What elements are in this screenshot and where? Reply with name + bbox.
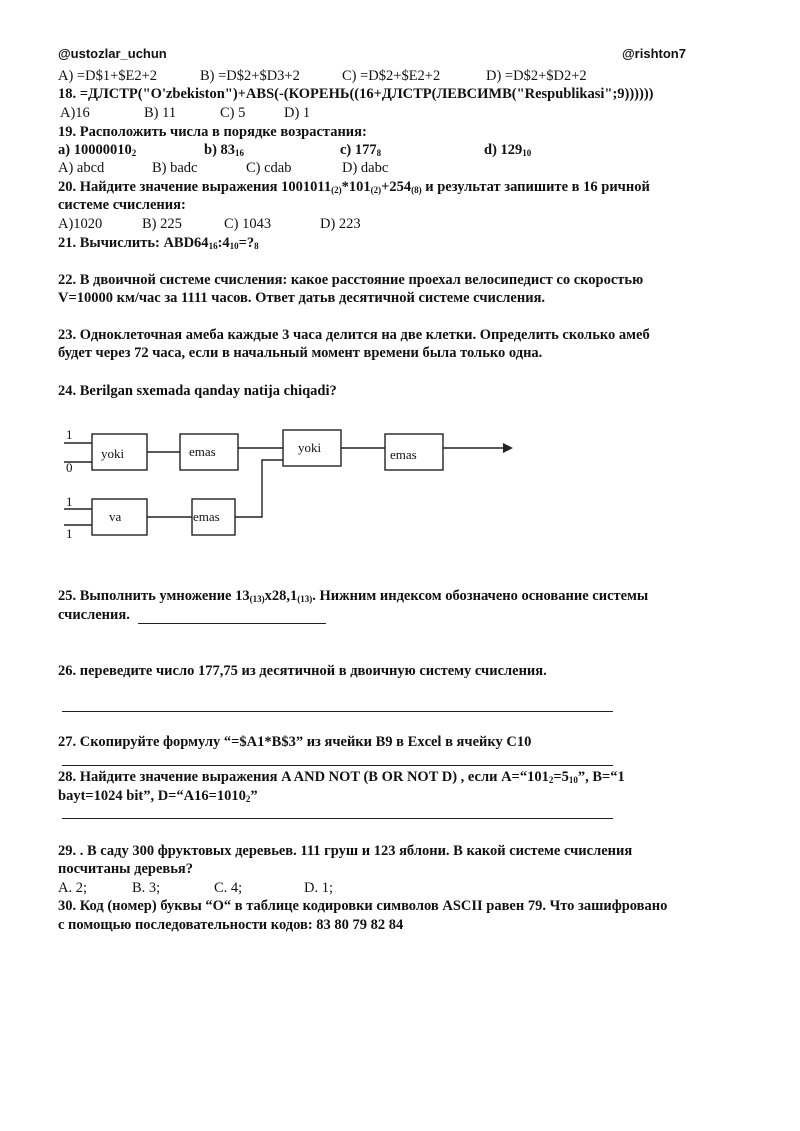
q20-option-c: C) 1043 bbox=[224, 216, 272, 232]
q17-option-c: C) =D$2+$E2+2 bbox=[342, 68, 441, 84]
q29-option-a: A. 2; bbox=[58, 880, 87, 896]
q23-question: 23. Одноклеточная амеба каждые 3 часа делится на две клетки. Определить сколько амеб bbox=[58, 327, 650, 343]
q26-question: 26. переведите число 177,75 из десятичной в двоичную систему счисления. bbox=[58, 663, 547, 679]
q18-option-d: D) 1 bbox=[284, 105, 311, 121]
q18-option-b: B) 11 bbox=[144, 105, 177, 121]
q18-question: 18. =ДЛСТР("O'zbekiston")+ABS(-(КОРЕНЬ((16+ДЛСТР(ЛЕВСИМВ("Respublikasi";9)))))) bbox=[58, 86, 654, 102]
input-label-4: 1 bbox=[66, 526, 73, 541]
q20-question: 20. Найдите значение выражения $1001011_{(2)}*101_{(2)}+254_{(8)}$ и результат запишите в 16 ричной bbox=[58, 179, 650, 195]
input-label-1: 1 bbox=[66, 427, 73, 442]
gate-label-va: va bbox=[109, 509, 122, 524]
q29-option-d: D. 1; bbox=[304, 880, 333, 896]
q22-question: 22. В двоичной системе счисления: какое расстояние проехал велосипедист со скоростью bbox=[58, 272, 644, 288]
q21-question: 21. Вычислить: $ABD64_{16}:4_{10}=?_8$ bbox=[58, 235, 259, 251]
q29-question: 29. . В саду 300 фруктовых деревьев. 111 груш и 123 яблони. В какой системе счисления bbox=[58, 843, 633, 859]
q28-answer-line[interactable] bbox=[62, 818, 613, 819]
gate-label-emas-2: emas bbox=[193, 509, 220, 524]
gate-label-yoki-2: yoki bbox=[298, 440, 322, 455]
q25-question-line2: счисления. bbox=[58, 607, 130, 623]
q19-option-d: D) dabc bbox=[342, 160, 389, 176]
gate-label-yoki-1: yoki bbox=[101, 446, 125, 461]
q19-item-b: b) $83_{16}$ bbox=[204, 142, 245, 158]
q27-answer-line[interactable] bbox=[62, 765, 613, 766]
q29-option-c: C. 4; bbox=[214, 880, 243, 896]
q19-item-c: c) $177_8$ bbox=[340, 142, 382, 158]
gate-label-emas-3: emas bbox=[390, 447, 417, 462]
header-left: @ustozlar_uchun bbox=[58, 46, 167, 61]
q20-question-line2: системе счисления: bbox=[58, 197, 186, 213]
q17-option-d: D) =D$2+$D2+2 bbox=[486, 68, 587, 84]
q18-option-a: A)16 bbox=[60, 105, 90, 121]
q26-answer-line[interactable] bbox=[62, 711, 613, 712]
q19-option-b: B) badc bbox=[152, 160, 198, 176]
input-label-2: 0 bbox=[66, 460, 73, 475]
q24-question: 24. Berilgan sxemada qanday natija chiqadi? bbox=[58, 383, 337, 399]
q20-option-d: D) 223 bbox=[320, 216, 361, 232]
q22-question-line2: V=10000 км/час за 1111 часов. Ответ датьв десятичной системе счисления. bbox=[58, 290, 546, 306]
q19-item-d: d) $129_{10}$ bbox=[484, 142, 532, 158]
q27-question: 27. Скопируйте формулу “=$A1*B$3” из ячейки B9 в Excel в ячейку C10 bbox=[58, 734, 532, 750]
q30-question: 30. Код (номер) буквы “O“ в таблице кодировки символов ASCII равен 79. Что зашифровано bbox=[58, 898, 668, 914]
q19-option-a: A) abcd bbox=[58, 160, 105, 176]
q18-option-c: C) 5 bbox=[220, 105, 246, 121]
q23-question-line2: будет через 72 часа, если в начальный момент времени была только одна. bbox=[58, 345, 543, 361]
q30-question-line2: с помощью последовательности кодов: 83 80 79 82 84 bbox=[58, 917, 404, 933]
q17-option-b: B) =D$2+$D3+2 bbox=[200, 68, 300, 84]
q25-question: 25. Выполнить умножение $13_{(13)}x28,1_{(13)}$. Нижним индексом обозначено основание системы bbox=[58, 588, 649, 604]
input-label-3: 1 bbox=[66, 494, 73, 509]
q19-item-a: a) $10000010_2$ bbox=[58, 142, 137, 158]
q29-option-b: B. 3; bbox=[132, 880, 161, 896]
q20-option-b: B) 225 bbox=[142, 216, 182, 232]
q19-option-c: C) cdab bbox=[246, 160, 292, 176]
q28-question: 28. Найдите значение выражения A AND NOT (B OR NOT D) , если $A=“101_2=5_{10}$”, B=“1 bbox=[58, 769, 625, 785]
gate-label-emas-1: emas bbox=[189, 444, 216, 459]
q28-question-line2: bayt=1024 bit”, $D=“A16=1010_2$” bbox=[58, 788, 258, 804]
header-right: @rishton7 bbox=[622, 46, 686, 61]
q25-answer-line[interactable] bbox=[138, 623, 326, 624]
q19-question: 19. Расположить числа в порядке возрастания: bbox=[58, 124, 367, 140]
q29-question-line2: посчитаны деревья? bbox=[58, 861, 193, 877]
q20-option-a: A)1020 bbox=[58, 216, 103, 232]
q17-option-a: A) =D$1+$E2+2 bbox=[58, 68, 158, 84]
